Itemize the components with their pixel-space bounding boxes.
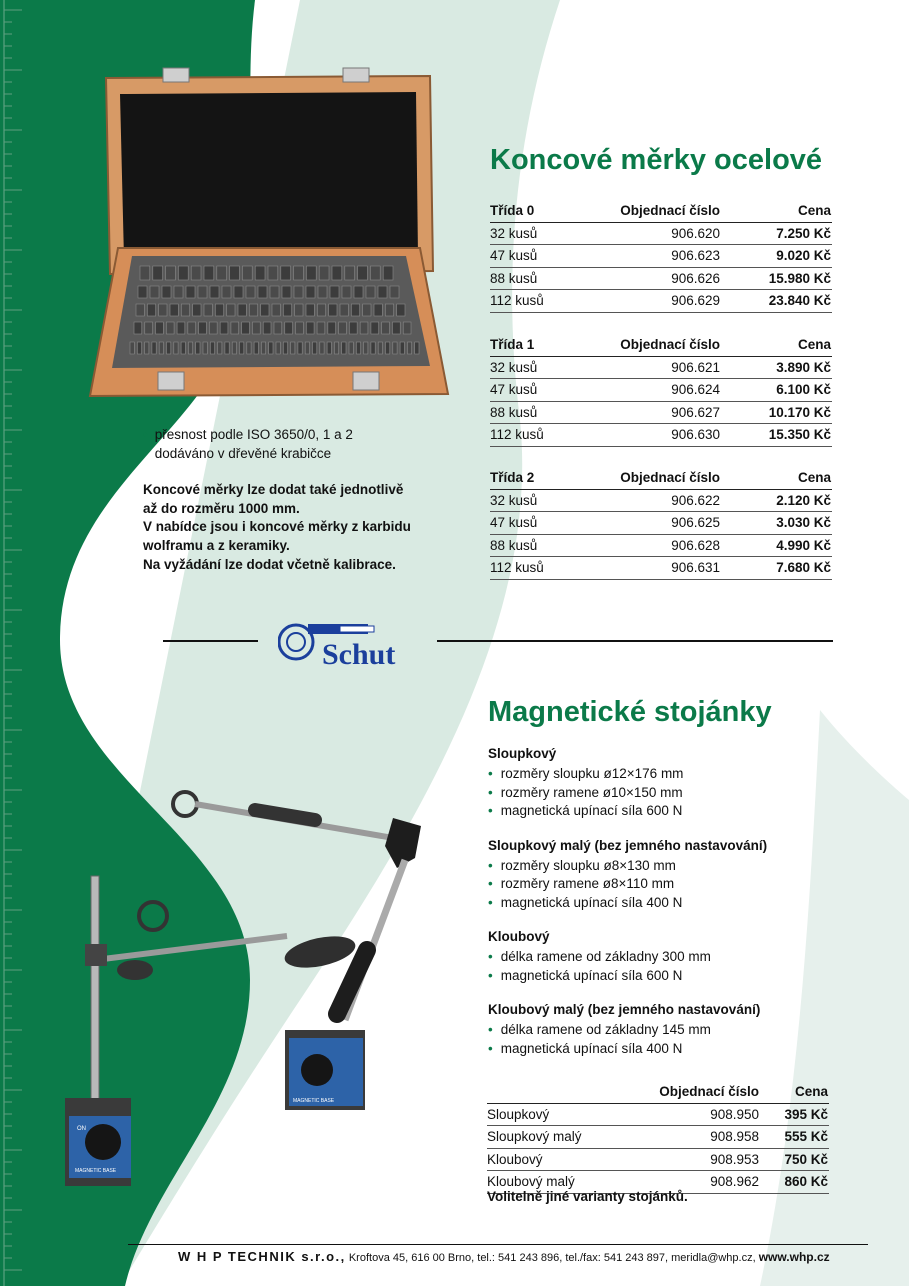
table-row [490, 245, 832, 268]
cell-price: 7.680 Kč [776, 560, 831, 575]
cell-order-number: 906.625 [671, 515, 720, 530]
stand-group-title: Sloupkový malý (bez jemného nastavování) [488, 837, 768, 853]
col-order-number: Objednací číslo [620, 337, 720, 352]
cell-price: 860 Kč [784, 1174, 828, 1189]
cell-qty: 88 kusů [490, 404, 538, 420]
cell-price: 555 Kč [784, 1129, 828, 1144]
cell-qty: 88 kusů [490, 537, 538, 553]
cell-qty: 47 kusů [490, 248, 538, 263]
knob-label: ON [77, 1126, 86, 1132]
col-order-number: Objednací číslo [659, 1084, 759, 1099]
cell-order-number: 906.630 [671, 427, 720, 442]
cell-order-number: 906.621 [671, 359, 720, 375]
table-row [490, 402, 832, 425]
gauge-blocks-title: Koncové měrky ocelové [490, 144, 823, 176]
col-class: Třída 1 [490, 337, 535, 352]
col-order-number: Objednací číslo [620, 470, 720, 485]
cell-qty: 112 kusů [490, 293, 544, 308]
col-price: Cena [797, 203, 831, 218]
cell-price: 750 Kč [784, 1151, 828, 1167]
divider-right [437, 640, 833, 642]
col-price: Cena [797, 337, 831, 352]
magnetic-stands-image [55, 780, 425, 1200]
stand-group-title: Kloubový malý (bez jemného nastavování) [488, 1002, 761, 1017]
spec-item: • rozměry ramene ø8×110 mm [488, 875, 682, 894]
col-class: Třída 2 [490, 470, 535, 485]
footer-website-link[interactable]: www.whp.cz [758, 1250, 830, 1264]
cell-order-number: 906.631 [671, 560, 720, 575]
cell-order-number: 906.627 [671, 404, 720, 420]
note-line: až do rozměru 1000 mm. [143, 500, 300, 516]
cell-qty: 47 kusů [490, 515, 538, 530]
cell-model: Kloubový [487, 1151, 543, 1167]
cell-price: 23.840 Kč [768, 293, 831, 308]
cell-price: 395 Kč [784, 1106, 828, 1122]
col-price: Cena [794, 1084, 828, 1099]
cell-order-number: 906.623 [671, 248, 720, 263]
cell-qty: 32 kusů [490, 225, 538, 241]
spec-item: • magnetická upínací síla 400 N [488, 1040, 711, 1059]
spec-item: • magnetická upínací síla 600 N [488, 967, 711, 986]
bullet-item: • dodáváno v dřevěné krabičce [143, 445, 353, 464]
divider-left [163, 640, 258, 642]
cell-order-number: 906.620 [671, 225, 720, 241]
stand-group-title: Sloupkový [488, 746, 557, 761]
cell-order-number: 906.626 [671, 270, 720, 286]
price-table-class-2 [490, 467, 832, 580]
cell-order-number: 906.622 [671, 492, 720, 508]
bullet-item: • přesnost podle ISO 3650/0, 1 a 2 [143, 426, 353, 445]
cell-model: Kloubový malý [487, 1174, 575, 1189]
footer-rule [128, 1244, 868, 1245]
table-row [490, 535, 832, 558]
cell-price: 15.350 Kč [768, 427, 831, 442]
schut-logo [278, 618, 424, 668]
table-header [490, 334, 832, 357]
spec-item: • rozměry sloupku ø8×130 mm [488, 857, 682, 876]
stand-group-title: Kloubový [488, 929, 550, 944]
table-row [490, 512, 832, 535]
gauge-block-set-image [88, 66, 450, 398]
cell-qty: 112 kusů [490, 560, 544, 575]
col-order-number: Objednací číslo [620, 203, 720, 218]
table-row [490, 223, 832, 246]
cell-order-number: 908.953 [710, 1151, 759, 1167]
price-table-class-1 [490, 334, 832, 447]
note-line: Na vyžádání lze dodat včetně kalibrace. [143, 556, 396, 572]
price-table-class-0 [490, 200, 832, 313]
cell-price: 9.020 Kč [776, 248, 831, 263]
cell-qty: 47 kusů [490, 382, 538, 397]
base-label: MAGNETIC BASE [293, 1098, 335, 1104]
table-header [490, 200, 832, 223]
note-line: V nabídce jsou i koncové měrky z karbidu [143, 519, 411, 535]
spec-item: • rozměry ramene ø10×150 mm [488, 784, 683, 803]
table-header [490, 467, 832, 490]
spec-item: • magnetická upínací síla 600 N [488, 802, 683, 821]
footer-company: W H P TECHNIK s.r.o., [178, 1249, 346, 1264]
table-row [490, 424, 832, 447]
table-header [487, 1081, 829, 1104]
spec-item: • délka ramene od základny 145 mm [488, 1021, 711, 1040]
stands-price-table [487, 1081, 829, 1194]
cell-qty: 88 kusů [490, 270, 538, 286]
table-row [490, 490, 832, 513]
table-row [490, 557, 832, 580]
spec-item: • délka ramene od základny 300 mm [488, 948, 711, 967]
cell-price: 10.170 Kč [768, 404, 831, 420]
cell-order-number: 908.962 [710, 1174, 759, 1189]
spec-item: • magnetická upínací síla 400 N [488, 894, 682, 913]
footer [178, 1249, 830, 1264]
gauge-blocks-note [143, 481, 411, 575]
cell-qty: 32 kusů [490, 359, 538, 375]
cell-order-number: 906.629 [671, 293, 720, 308]
cell-order-number: 908.950 [710, 1106, 759, 1122]
table-row [490, 268, 832, 291]
col-class: Třída 0 [490, 203, 535, 218]
note-line: Koncové měrky lze dodat také jednotlivě [143, 482, 404, 497]
base-label: MAGNETIC BASE [75, 1168, 117, 1174]
spec-item: • rozměry sloupku ø12×176 mm [488, 765, 683, 784]
cell-order-number: 908.958 [710, 1129, 759, 1144]
col-price: Cena [797, 470, 831, 485]
cell-qty: 112 kusů [490, 427, 544, 442]
logo-text: Schut [322, 638, 396, 668]
table-row [487, 1126, 829, 1149]
stand-group-specs [488, 765, 683, 821]
cell-price: 6.100 Kč [776, 382, 831, 397]
cell-price: 3.890 Kč [776, 359, 831, 375]
table-row [490, 357, 832, 380]
cell-order-number: 906.624 [671, 382, 720, 397]
cell-order-number: 906.628 [671, 537, 720, 553]
stand-group-specs [488, 948, 711, 985]
table-row [487, 1149, 829, 1172]
stand-group-specs [488, 1021, 711, 1058]
note-line: wolframu a z keramiky. [143, 538, 290, 554]
gauge-blocks-bullets [143, 426, 353, 463]
footer-address: Kroftova 45, 616 00 Brno, tel.: 541 243 896, tel./fax: 541 243 897, meridla@whp.cz, [348, 1252, 756, 1264]
cell-price: 15.980 Kč [768, 270, 831, 286]
cell-price: 7.250 Kč [776, 225, 831, 241]
cell-price: 3.030 Kč [776, 515, 831, 530]
table-row [490, 379, 832, 402]
cell-qty: 32 kusů [490, 492, 538, 508]
cell-price: 4.990 Kč [776, 537, 831, 553]
stands-note: Volitelně jiné varianty stojánků. [487, 1189, 688, 1204]
table-row [490, 290, 832, 313]
magnetic-stands-title: Magnetické stojánky [488, 696, 772, 728]
table-row [487, 1104, 829, 1127]
cell-model: Sloupkový [487, 1106, 550, 1122]
cell-price: 2.120 Kč [776, 492, 831, 508]
cell-model: Sloupkový malý [487, 1129, 582, 1144]
stand-group-specs [488, 857, 682, 913]
